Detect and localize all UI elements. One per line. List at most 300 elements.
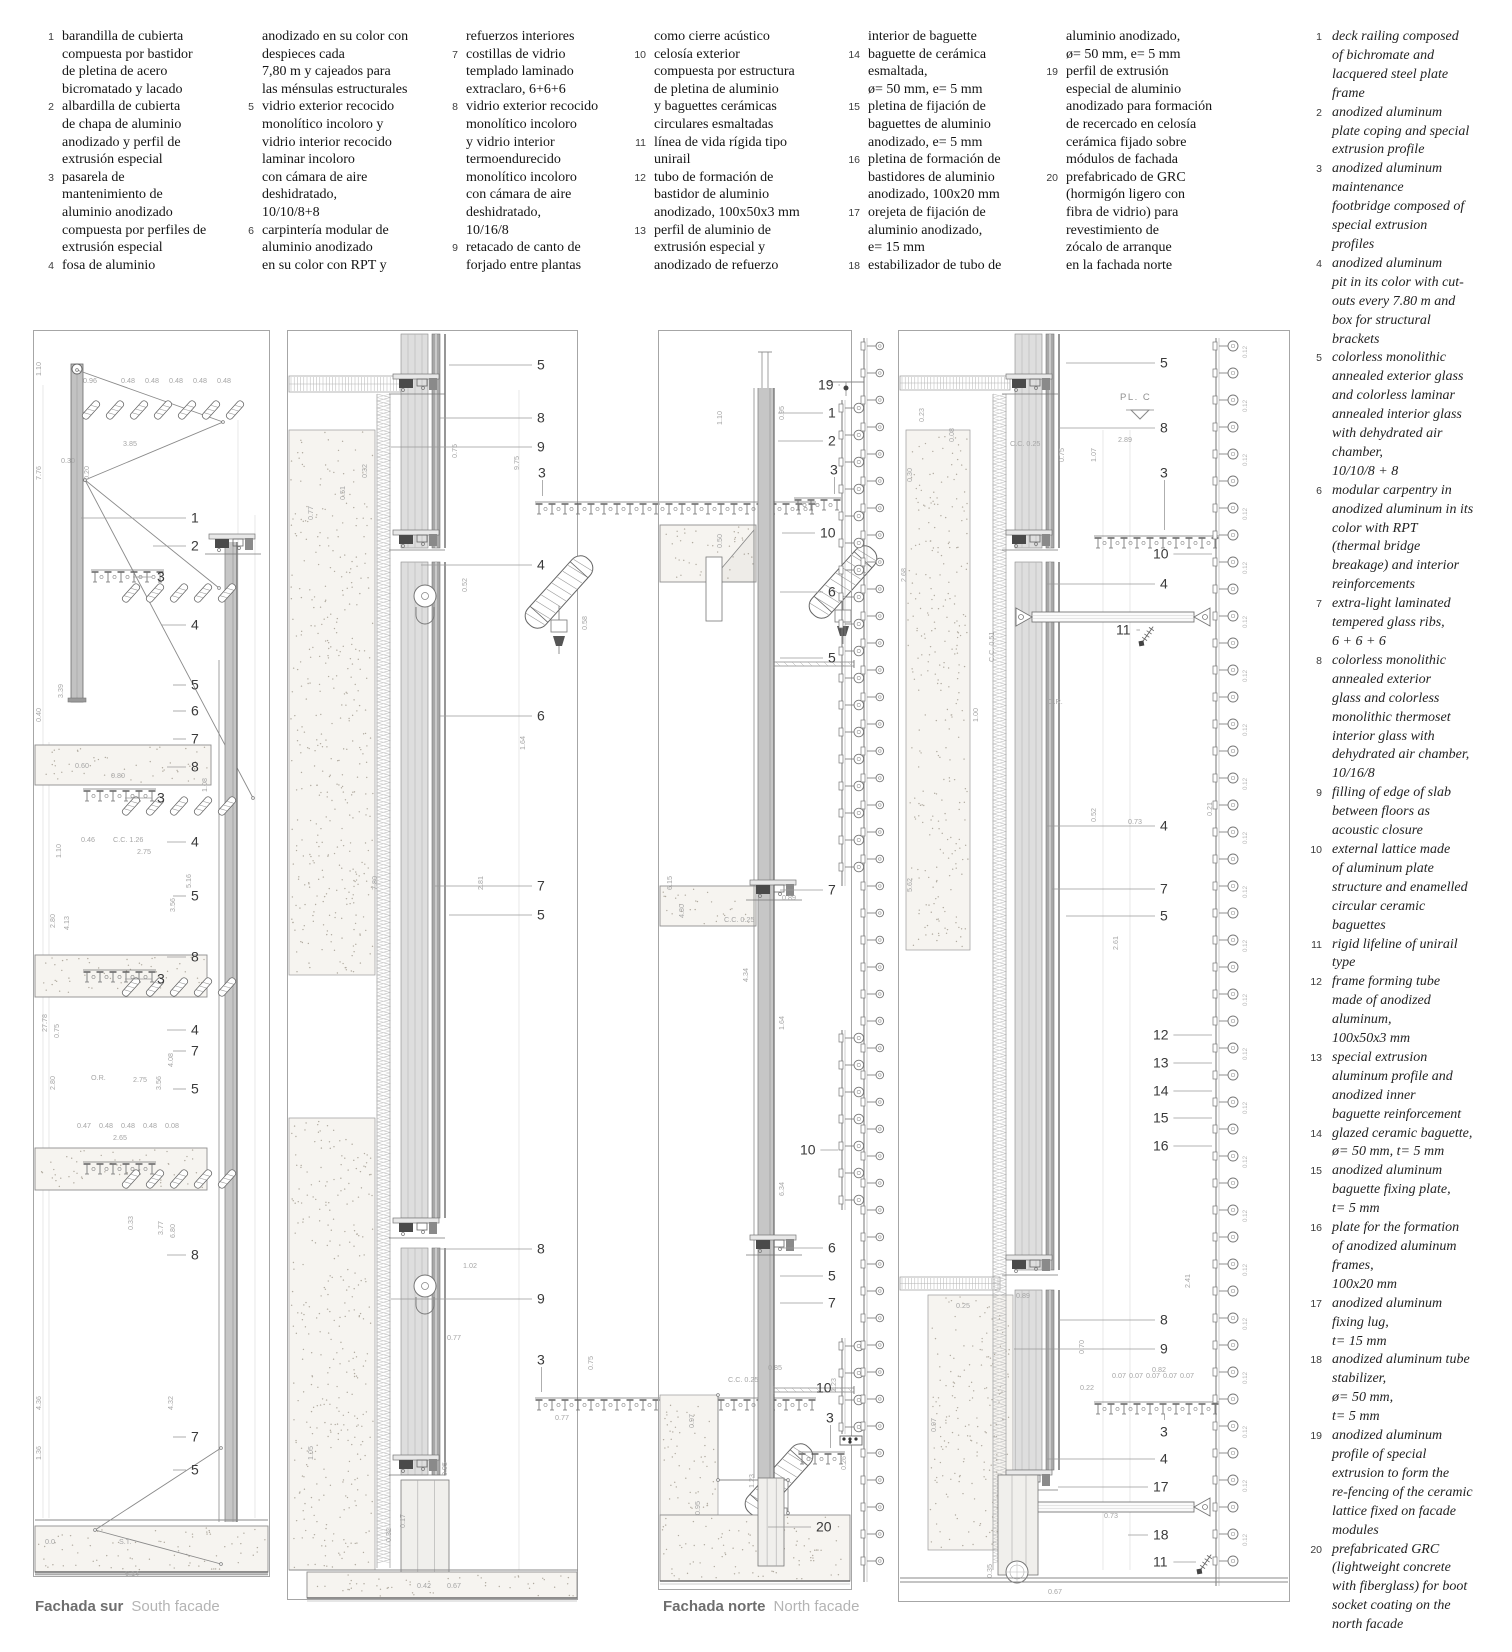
dimension-label: 0.40 — [34, 708, 43, 722]
legend-es-column-2 — [232, 28, 437, 274]
legend-es-column-5 — [838, 28, 1043, 274]
dimension-label: 1.36 — [34, 1446, 43, 1460]
legend-item-text: special extrusion aluminum profile and anodized inner baguette reinforcement — [1332, 1049, 1462, 1122]
dimension-label: 2.65 — [113, 1133, 127, 1142]
callout-8: 8 — [1160, 419, 1168, 436]
dimension-label: 0.23 — [917, 408, 926, 422]
callout-5: 5 — [1160, 907, 1168, 924]
legend-item-text: estabilizador de tubo de — [868, 257, 1002, 273]
legend-item-text: fosa de aluminio — [62, 257, 156, 273]
legend-item-text: prefabricated GRC (lightweight concrete with fiberglass) for boot socket coating on the north facade — [1332, 1541, 1468, 1633]
callout-7: 7 — [191, 730, 199, 747]
legend-item-number: 4 — [48, 259, 54, 272]
callout-5: 5 — [191, 676, 199, 693]
dimension-label: 0.42 — [417, 1581, 431, 1590]
legend-item — [624, 46, 829, 134]
callout-10: 10 — [1153, 545, 1169, 562]
legend-item-text: pletina de formación de bastidores de aluminio anodizado, 100x20 mm — [868, 152, 1001, 203]
legend-item-text: anodized aluminum plate coping and special extrusion profile — [1332, 104, 1470, 158]
legend-item — [1296, 1295, 1508, 1352]
legend-item-number: 18 — [848, 259, 860, 272]
dimension-label: 1.10 — [715, 411, 724, 425]
legend-item-number: 5 — [248, 101, 254, 114]
dimension-label: C.C. 0.51 — [987, 631, 996, 662]
callout-6: 6 — [537, 707, 545, 724]
dimension-label: 0.35 — [985, 1564, 994, 1578]
dimension-label: 0.77 — [306, 506, 315, 520]
dimension-label: 7.76 — [34, 466, 43, 480]
legend-item-text: carpintería modular de aluminio anodizado en su color con RPT y — [262, 222, 389, 273]
svg-text:0.12: 0.12 — [1242, 561, 1249, 574]
dimension-label: 0.75 — [450, 444, 459, 458]
dimension-label: 0.85 — [768, 1363, 782, 1372]
svg-text:0.12: 0.12 — [1242, 1047, 1249, 1060]
caption-north-facade — [663, 1598, 859, 1615]
legend-item-number: 19 — [1046, 66, 1058, 79]
callout-6: 6 — [828, 583, 836, 600]
caption-south-facade — [35, 1598, 220, 1615]
dimension-label: 0.17 — [398, 1514, 407, 1528]
callout-1: 1 — [828, 404, 836, 421]
svg-text:0.12: 0.12 — [1242, 345, 1249, 358]
callout-3: 3 — [1160, 1423, 1168, 1440]
callout-4: 4 — [1160, 1450, 1168, 1467]
legend-item-number: 7 — [1316, 598, 1322, 611]
svg-text:0.12: 0.12 — [1242, 993, 1249, 1006]
dimension-label: 0.51 — [338, 486, 347, 500]
legend-item-number: 7 — [452, 48, 458, 61]
legend-item-number — [624, 28, 646, 46]
dimension-label: 2.80 — [48, 914, 57, 928]
dimension-label: 0.48 — [121, 376, 135, 385]
callout-4: 4 — [1160, 817, 1168, 834]
svg-text:0.12: 0.12 — [1242, 1317, 1249, 1330]
legend-item — [436, 239, 641, 274]
dimension-label: 0.80 — [111, 771, 125, 780]
callout-10: 10 — [800, 1141, 816, 1158]
legend-item-text: pasarela de mantenimiento de aluminio anodizado compuesta por perfiles de extrusión especial — [62, 169, 207, 256]
dimension-label: PL. C — [1120, 392, 1152, 403]
legend-item-text: anodized aluminum tube stabilizer, ø= 50 mm, t= 5 mm — [1332, 1352, 1470, 1425]
legend-item — [838, 28, 1043, 46]
dimension-label: 1.10 — [34, 362, 43, 376]
legend-item-text: costillas de vidrio templado laminado extraclaro, 6+6+6 — [466, 46, 574, 97]
dimension-label: 4.08 — [166, 1053, 175, 1067]
legend-item-number: 2 — [48, 101, 54, 114]
dimension-label: 0.95 — [777, 406, 786, 420]
dimension-label: 0.73 — [1128, 817, 1142, 826]
dimension-label: 0.48 — [169, 376, 183, 385]
dimension-label: C.C. 0.25 — [728, 1375, 759, 1384]
callout-3: 3 — [537, 1351, 545, 1368]
dimension-label: 2.41 — [1183, 1274, 1192, 1288]
legend-item — [32, 98, 237, 168]
callout-3: 3 — [830, 461, 838, 478]
dimension-label: 0.0 — [45, 1537, 55, 1546]
callout-9: 9 — [537, 1290, 545, 1307]
legend-item-text: como cierre acústico — [654, 29, 770, 44]
svg-text:0.12: 0.12 — [1242, 507, 1249, 520]
dimension-label: 0.47 — [77, 1121, 91, 1130]
dimension-label: 1.02 — [463, 1261, 477, 1270]
legend-item — [1296, 1162, 1508, 1219]
legend-item-number: 15 — [848, 101, 860, 114]
dimension-label: C.C. 0.25 — [724, 915, 755, 924]
legend-item-text: colorless monolithic annealed exterior glass and colorless monolithic thermoset interior glass with dehydrated air chamber, 10/16/8 — [1332, 652, 1470, 782]
dimension-label: 1.10 — [54, 844, 63, 858]
svg-text:0.12: 0.12 — [1242, 1101, 1249, 1114]
svg-text:0.12: 0.12 — [1242, 1209, 1249, 1222]
dimension-label: 0.70 — [1077, 1340, 1086, 1354]
dimension-label: 0.97 — [929, 1418, 938, 1432]
callout-3: 3 — [538, 464, 546, 481]
legend-item-number: 19 — [1310, 1430, 1322, 1443]
legend-item-text: deck railing composed of bichromate and lacquered steel plate frame — [1332, 29, 1459, 101]
dimension-label: 0.32 — [360, 464, 369, 478]
callout-7: 7 — [191, 1042, 199, 1059]
svg-text:0.12: 0.12 — [1242, 1425, 1249, 1438]
dimension-label: 2.81 — [476, 876, 485, 890]
dimension-label: 2.68 — [899, 568, 908, 582]
legend-item-text: perfil de extrusión especial de aluminio anodizado para formación de recercado en celosía cerámica fijado sobre módulos de fachada — [1066, 64, 1213, 168]
legend-item-text: vidrio exterior recocido monolítico incoloro y vidrio interior termoendurecido monolítico incoloro con cámara de aire deshidratado, 10/16/8 — [466, 99, 599, 238]
legend-item-number — [838, 28, 860, 46]
dimension-label: 0.48 — [217, 376, 231, 385]
dimension-label: 6.80 — [168, 1224, 177, 1238]
legend-item-number: 17 — [1310, 1297, 1322, 1310]
dimension-label: 0.60 — [75, 761, 89, 770]
legend-item-text: barandilla de cubierta compuesta por bastidor de pletina de acero bicromatado y lacado — [62, 29, 193, 97]
dimension-label: 3.39 — [56, 684, 65, 698]
legend-item-text: interior de baguette — [868, 29, 977, 44]
legend-item-number: 13 — [1310, 1051, 1322, 1064]
dimension-label: 0.77 — [555, 1413, 569, 1422]
callout-5: 5 — [537, 356, 545, 373]
svg-text:0.12: 0.12 — [1242, 453, 1249, 466]
dimension-label: 2.80 — [48, 1076, 57, 1090]
dimension-label: 27.78 — [40, 1014, 49, 1032]
caption-south-subtitle: South facade — [131, 1598, 220, 1615]
legend-item-number: 20 — [1046, 171, 1058, 184]
dimension-label: 0.08 — [165, 1121, 179, 1130]
callout-8: 8 — [537, 1240, 545, 1257]
dimension-label: 0.21 — [1205, 802, 1214, 816]
legend-item-text: extra-light laminated tempered glass ribs, 6 + 6 + 6 — [1332, 596, 1451, 649]
legend-item — [624, 222, 829, 275]
legend-item — [32, 257, 237, 275]
legend-item — [1036, 169, 1241, 275]
dimension-label: 0.46 — [81, 835, 95, 844]
legend-item-number: 14 — [848, 48, 860, 61]
dimension-label: 0.58 — [580, 616, 589, 630]
dimension-label: 0.07 — [1112, 1371, 1126, 1380]
dimension-label: 1.00 — [971, 708, 980, 722]
callout-2: 2 — [828, 432, 836, 449]
dimension-label: 3.85 — [123, 439, 137, 448]
legend-item-number: 11 — [1311, 938, 1322, 951]
dimension-label: O.R. — [91, 1073, 106, 1082]
legend-item — [1296, 1351, 1508, 1427]
dimension-label: 4.32 — [166, 1396, 175, 1410]
legend-item-number: 9 — [1316, 787, 1322, 800]
legend-item-text: modular carpentry in anodized aluminum in its color with RPT (thermal bridge breakage) and interior reinforcements — [1332, 482, 1474, 593]
legend-item-number: 16 — [848, 154, 860, 167]
legend-item — [1036, 63, 1241, 169]
legend-item — [232, 28, 437, 98]
caption-south-title: Fachada sur — [35, 1598, 124, 1615]
dimension-label: 0.89 — [1016, 1291, 1030, 1300]
legend-item-number: 14 — [1310, 1127, 1322, 1140]
legend-item-number: 3 — [1316, 163, 1322, 176]
dimension-label: 1.64 — [518, 736, 527, 750]
dimension-label: 0.82 — [1152, 1365, 1166, 1374]
callout-7: 7 — [1160, 880, 1168, 897]
dimension-label: 0.48 — [121, 1121, 135, 1130]
dimension-label: 0.48 — [99, 1121, 113, 1130]
legend-item — [624, 169, 829, 222]
legend-es-column-3 — [436, 28, 641, 274]
dimension-label: 0.95 — [693, 1501, 702, 1515]
legend-item-text: anodizado en su color con despieces cada 7,80 m y cajeados para las ménsulas estructurales — [262, 29, 409, 97]
svg-text:0.12: 0.12 — [1242, 1479, 1249, 1492]
callout-7: 7 — [537, 877, 545, 894]
legend-item-text: aluminio anodizado, ø= 50 mm, e= 5 mm — [1066, 29, 1181, 62]
dimension-label: C.C. 1.26 — [113, 835, 144, 844]
dimension-label: 0.20 — [82, 466, 91, 480]
dimension-label: 3.77 — [156, 1221, 165, 1235]
dimension-label: 0.48 — [143, 1121, 157, 1130]
legend-item-number: 10 — [1310, 843, 1322, 856]
dimension-label: 5.62 — [905, 878, 914, 892]
legend-item — [1296, 595, 1508, 652]
legend-item-text: plate for the formation of anodized aluminum frames, 100x20 mm — [1332, 1220, 1460, 1292]
callout-4: 4 — [191, 833, 199, 850]
callout-7: 7 — [828, 881, 836, 898]
callout-5: 5 — [537, 906, 545, 923]
legend-item-number: 6 — [1316, 484, 1322, 497]
dimension-label: 1.64 — [777, 1016, 786, 1030]
legend-item-text: anodized aluminum pit in its color with cut- outs every 7.80 m and box for structural brackets — [1332, 255, 1464, 347]
legend-item-text: celosía exterior compuesta por estructura de pletina de aluminio y baguettes cerámicas circulares esmaltadas — [654, 46, 795, 132]
svg-text:0.12: 0.12 — [1242, 777, 1249, 790]
legend-item-text: vidrio exterior recocido monolítico incoloro y vidrio interior recocido laminar incoloro con cámara de aire deshidratado, 10/10/8+8 — [262, 99, 395, 220]
legend-item-text: prefabricado de GRC (hormigón ligero con fibra de vidrio) para revestimiento de zócalo de arranque en la fachada norte — [1066, 169, 1186, 273]
legend-item-text: frame forming tube made of anodized aluminum, 100x50x3 mm — [1332, 974, 1441, 1047]
legend-item-number: 11 — [635, 136, 646, 149]
callout-19: 19 — [818, 376, 834, 393]
svg-text:0.12: 0.12 — [1242, 615, 1249, 628]
svg-text:0.12: 0.12 — [1242, 669, 1249, 682]
dimension-label: 0.75 — [586, 1356, 595, 1370]
drawing-south-facade-overview — [33, 330, 283, 1583]
callout-6: 6 — [828, 1239, 836, 1256]
legend-item — [838, 46, 1043, 99]
legend-item — [1296, 973, 1508, 1049]
legend-item — [1296, 1219, 1508, 1295]
dimension-label: 2.75 — [137, 847, 151, 856]
dimension-label: 0.75 — [52, 1024, 61, 1038]
dimension-label: 0.52 — [1089, 808, 1098, 822]
legend-item-text: retacado de canto de forjado entre plantas — [466, 240, 582, 273]
legend-item — [1296, 936, 1508, 974]
callout-3: 3 — [157, 970, 165, 987]
callout-5: 5 — [828, 649, 836, 666]
legend-item-number: 8 — [452, 101, 458, 114]
callout-9: 9 — [537, 438, 545, 455]
legend-item-number: 18 — [1310, 1354, 1322, 1367]
legend-item-text: colorless monolithic annealed exterior glass and colorless laminar annealed interior glass with dehydrated air chamber, 10/10/8 + 8 — [1332, 350, 1464, 479]
legend-item-text: anodized aluminum baguette fixing plate, t= 5 mm — [1332, 1163, 1451, 1217]
legend-item-text: anodized aluminum maintenance footbridge composed of special extrusion profiles — [1332, 161, 1465, 252]
svg-text:0.12: 0.12 — [1242, 939, 1249, 952]
callout-5: 5 — [828, 1267, 836, 1284]
legend-item-number: 2 — [1316, 106, 1322, 119]
svg-text:0.12: 0.12 — [1242, 885, 1249, 898]
callout-6: 6 — [191, 702, 199, 719]
legend-item-number: 5 — [1316, 352, 1322, 365]
legend-item — [32, 28, 237, 98]
caption-north-subtitle: North facade — [773, 1598, 860, 1615]
legend-item — [232, 98, 437, 221]
legend-item — [1036, 28, 1241, 63]
dimension-label: 0.30 — [905, 468, 914, 482]
dimension-label: 1.23 — [829, 1378, 838, 1392]
dimension-label: 0.07 — [1129, 1371, 1143, 1380]
legend-item — [32, 169, 237, 257]
dimension-label: 2.89 — [1118, 435, 1132, 444]
dimension-label: 0.67 — [447, 1581, 461, 1590]
legend-item — [1296, 1049, 1508, 1125]
callout-5: 5 — [191, 887, 199, 904]
dimension-label: S.T. — [119, 1537, 132, 1546]
callout-12: 12 — [1153, 1026, 1169, 1043]
legend-item — [624, 134, 829, 169]
dimension-label: 0.95 — [440, 1462, 449, 1476]
callout-2: 2 — [191, 537, 199, 554]
legend-item — [436, 46, 641, 99]
drawing-north-facade-detail — [898, 330, 1298, 1608]
legend-item-text: filling of edge of slab between floors as acoustic closure — [1332, 785, 1451, 839]
dimension-label: 1.07 — [1089, 448, 1098, 462]
legend-item-number: 15 — [1310, 1165, 1322, 1178]
legend-item-number: 4 — [1316, 257, 1322, 270]
legend-item-text: perfil de aluminio de extrusión especial y anodizado de refuerzo — [654, 222, 779, 273]
legend-item-number: 9 — [452, 242, 458, 255]
legend-item-text: anodized aluminum profile of special extrusion to form the re-fencing of the ceramic lattice fixed on facade modules — [1332, 1428, 1473, 1538]
dimension-label: C.C. 0.25 — [1010, 439, 1041, 448]
dimension-label: 1.08 — [200, 778, 209, 792]
legend-item — [1296, 1541, 1508, 1636]
legend-item-number: 16 — [1310, 1222, 1322, 1235]
callout-10: 10 — [816, 1379, 832, 1396]
dimension-label: 3.56 — [168, 898, 177, 912]
dimension-label: 1.05 — [306, 1446, 315, 1460]
dimension-label: 0.48 — [145, 376, 159, 385]
callout-15: 15 — [1153, 1109, 1169, 1126]
svg-text:0.12: 0.12 — [1242, 831, 1249, 844]
callout-13: 13 — [1153, 1054, 1169, 1071]
dimension-label: 1.23 — [747, 1474, 756, 1488]
svg-text:0.12: 0.12 — [1242, 1371, 1249, 1384]
dimension-label: 0.96 — [83, 376, 97, 385]
legend-item-text: pletina de fijación de baguettes de aluminio anodizado, e= 5 mm — [868, 99, 991, 150]
legend-item — [1296, 841, 1508, 936]
legend-item — [1296, 160, 1508, 255]
legend-item — [1296, 482, 1508, 595]
callout-11: 11 — [1116, 621, 1131, 638]
callout-7: 7 — [191, 1428, 199, 1445]
legend-item-text: rigid lifeline of unirail type — [1332, 936, 1458, 971]
callout-5: 5 — [191, 1080, 199, 1097]
callout-3: 3 — [157, 568, 165, 585]
legend-item-number: 17 — [848, 206, 860, 219]
legend-item-text: external lattice made of aluminum plate structure and enamelled circular ceramic baguettes — [1332, 841, 1468, 933]
legend-item — [838, 151, 1043, 204]
dimension-label: 0.32 — [384, 1528, 393, 1542]
callout-7: 7 — [828, 1294, 836, 1311]
svg-text:0.12: 0.12 — [1242, 1533, 1249, 1546]
dimension-label: 0.08 — [947, 428, 956, 442]
callout-9: 9 — [1160, 1340, 1168, 1357]
callout-11: 11 — [1153, 1553, 1168, 1570]
dimension-label: 4.36 — [34, 1396, 43, 1410]
callout-3: 3 — [1160, 464, 1168, 481]
callout-1: 1 — [191, 509, 199, 526]
dimension-label: 0.48 — [193, 376, 207, 385]
callout-3: 3 — [826, 1409, 834, 1426]
dimension-label: 4.80 — [677, 904, 686, 918]
callout-14: 14 — [1153, 1082, 1169, 1099]
dimension-label: 0.77 — [447, 1333, 461, 1342]
legend-item-number: 1 — [48, 31, 54, 43]
legend-item-text: albardilla de cubierta de chapa de aluminio anodizado y perfil de extrusión especial — [62, 99, 182, 168]
legend-item — [838, 204, 1043, 257]
legend-item-text: baguette de cerámica esmaltada, ø= 50 mm, e= 5 mm — [868, 46, 987, 97]
legend-item — [232, 222, 437, 275]
legend-item — [1296, 652, 1508, 784]
legend-es-column-6 — [1036, 28, 1241, 274]
dimension-label: 0.97 — [687, 1414, 696, 1428]
dimension-label: 0.07 — [1163, 1371, 1177, 1380]
callout-10: 10 — [820, 524, 836, 541]
legend-item — [436, 28, 641, 46]
callout-4: 4 — [191, 1021, 199, 1038]
legend-item-text: refuerzos interiores — [466, 29, 575, 44]
legend-item — [1296, 1427, 1508, 1540]
dimension-label: 0.75 — [1057, 448, 1066, 462]
svg-text:0.12: 0.12 — [1242, 399, 1249, 412]
callout-3: 3 — [157, 789, 165, 806]
dimension-label: 7.80 — [370, 876, 379, 890]
dimension-label: 0.07 — [1180, 1371, 1194, 1380]
callout-17: 17 — [1153, 1478, 1169, 1495]
legend-item — [1296, 784, 1508, 841]
dimension-label: 6.14 — [125, 1569, 139, 1578]
dimension-label: 0.52 — [460, 578, 469, 592]
dimension-label: 5.16 — [184, 874, 193, 888]
dimension-label: 9.75 — [512, 456, 521, 470]
dimension-label: 0.33 — [126, 1216, 135, 1230]
svg-text:0.12: 0.12 — [1242, 1263, 1249, 1276]
svg-text:0.12: 0.12 — [1242, 723, 1249, 736]
legend-es-column-4 — [624, 28, 829, 274]
legend-item-number: 3 — [48, 171, 54, 184]
dimension-label: O.R. — [1048, 697, 1063, 706]
callout-18: 18 — [1153, 1526, 1169, 1543]
caption-north-title: Fachada norte — [663, 1598, 766, 1615]
dimension-label: 0.67 — [1048, 1587, 1062, 1596]
dimension-label: 0.30 — [61, 456, 75, 465]
